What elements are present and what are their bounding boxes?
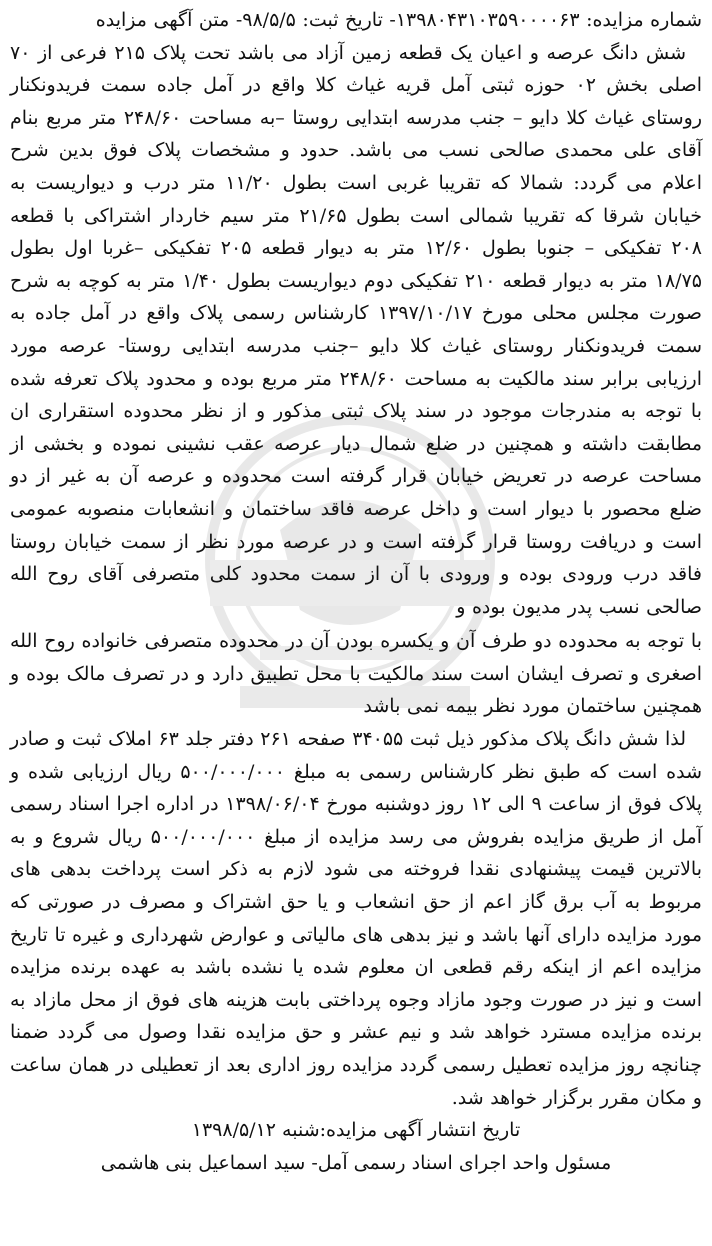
auction-terms-paragraph: لذا شش دانگ پلاک مذکور ذیل ثبت ۳۴۰۵۵ صفحه ۲۶۱ دفتر جلد ۶۳ املاک ثبت و صادر شده است که طبق نظر کارشناس رسمی به مبلغ ۵۰۰/۰۰۰/۰۰۰ ریال ارزیابی شده و پلاک فوق از ساعت ۹ الی ۱۲ روز دوشنبه مورخ ۱۳۹۸/۰۶/۰۴ در اداره اجرا اسناد رسمی آمل از طریق مزایده بفروش می رسد مزایده از مبلغ ۵۰۰/۰۰۰/۰۰۰ ریال شروع و به بالاترین قیمت پیشنهادی نقدا فروخته می شود لازم به ذکر است پرداخت بدهی های مربوط به آب برق گاز اعم از حق انشعاب و یا حق اشتراک و مصرف در صورتی که مورد مزایده دارای آنها باشد و نیز بدهی های مالیاتی و عوارض شهرداری و غیره تا تاریخ مزایده اعم از اینکه رقم قطعی ان معلوم شده یا نشده باشد به عهده برنده مزایده است و نیز در صورت وجود مازاد وجوه پرداختی بابت هزینه های فوق از محل مازاد به برنده مزایده مسترد خواهد شد و نیم عشر و حق مزایده نقدا وصول می گردد ضمنا چنانچه روز مزایده تعطیل رسمی گردد مزایده روز اداری بعد از تعطیلی در همان ساعت و مکان مقرر برگزار خواهد شد. [10, 728, 703, 1109]
ownership-paragraph: با توجه به محدوده دو طرف آن و یکسره بودن آن در محدوده متصرفی خانواده روح الله اصغری و تصرف ایشان است سند مالکیت با محل تطبیق دارد و در تصرف مالک بوده و همچنین ساختمان مورد نظر بیمه نمی باشد [10, 630, 702, 718]
property-description-paragraph: شش دانگ عرصه و اعیان یک قطعه زمین آزاد می باشد تحت پلاک ۲۱۵ فرعی از ۷۰ اصلی بخش ۰۲ حوزه ثبتی آمل قریه غیاث کلا واقع در آمل جاده سمت فریدونکنار روستای غیاث کلا دایو – جنب مدرسه ابتدایی روستا –به مساحت ۲۴۸/۶۰ متر مربع بنام آقای علی محمدی صالحی نسب می باشد. حدود و مشخصات پلاک فوق بدین شرح اعلام می گردد: شمالا که تقریبا غربی است بطول ۱۱/۲۰ متر درب و دیواریست به خیابان شرقا که تقریبا شمالی است بطول ۲۱/۶۵ متر سیم خاردار اشتراکی با قطعه ۲۰۸ تفکیکی – جنوبا بطول ۱۲/۶۰ متر به دیوار قطعه ۲۰۵ تفکیکی –غربا اول بطول ۱۸/۷۵ متر به دیوار قطعه ۲۱۰ تفکیکی دوم دیواریست بطول ۱/۴۰ متر به کوچه به شرح صورت مجلس محلی مورخ ۱۳۹۷/۱۰/۱۷ کارشناس رسمی پلاک واقع در آمل جاده به سمت فریدونکنار روستای غیاث کلا دایو –جنب مدرسه ابتدایی روستا- عرصه مورد ارزیابی برابر سند مالکیت به مساحت ۲۴۸/۶۰ متر مربع بوده و محدود پلاک تعرفه شده با توجه به مندرجات موجود در سند پلاک ثبتی مذکور و از نظر محدوده استقراری ان مطابقت داشته و همچنین در ضلع شمال دیار عرصه عقب نشینی نموده و بخشی از مساحت عرصه در تعریض خیابان قرار گرفته است محدوده و عرصه آن به غیر از دو ضلع محصور با دیوار است و داخل عرصه فاقد ساختمان و انشعابات منصوبه عمومی است و دریافت روستا قرار گرفته است و در عرصه مورد نظر از سمت خیابان روستا فاقد درب ورودی بوده و ورودی با آن از سمت محدود کلی متصرفی آقای روح الله صالحی نسب پدر مدیون بوده و [10, 41, 702, 618]
publish-date: تاریخ انتشار آگهی مزایده:شنبه ۱۳۹۸/۵/۱۲ [191, 1119, 521, 1142]
signature-line: مسئول واحد اجرای اسناد رسمی آمل- سید اسماعیل بنی هاشمی [100, 1151, 612, 1174]
auction-notice [10, 4, 702, 1179]
notice-header: شماره مزایده: ۱۳۹۸۰۴۳۱۰۳۵۹۰۰۰۰۶۳- تاریخ ثبت: ۹۸/۵/۵- متن آگهی مزایده [95, 9, 702, 31]
